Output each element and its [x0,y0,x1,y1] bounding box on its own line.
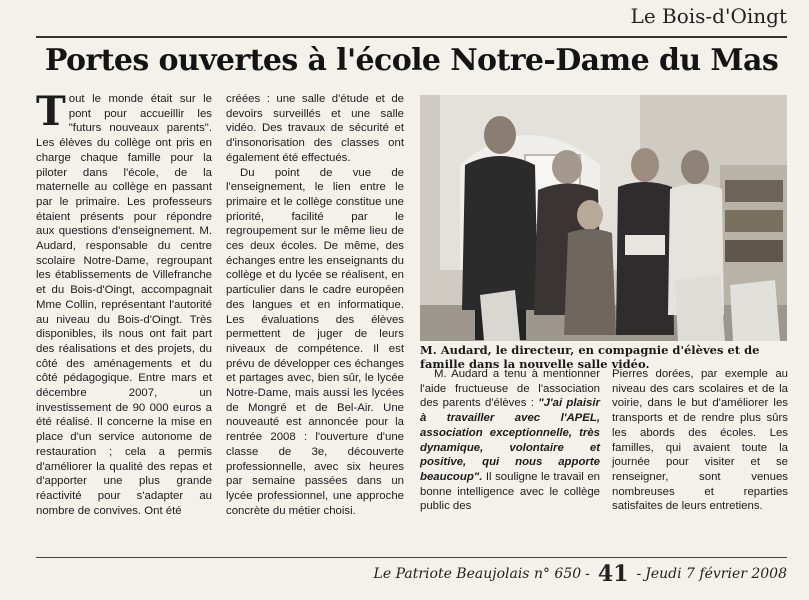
section-locality: Le Bois-d'Oingt [630,4,787,28]
drop-cap: T [36,88,66,135]
article-column-4 [612,367,788,514]
paragraph [36,88,212,518]
quote: "J'ai plaisir à travailler avec l'APEL, association exceptionnelle, très dynamique, volontaire et positive, qui nous apporte beaucoup". [420,397,600,483]
paragraph [420,367,600,514]
photo-caption: M. Audard, le directeur, en compagnie d'élèves et de famille dans la nouvelle salle vidéo. [420,343,760,371]
article-photo [420,95,787,341]
footer-separator: - [585,566,590,582]
photo-illustration [420,95,787,341]
paragraph: créées : une salle d'étude et de devoirs surveillés et une salle vidéo. Des travaux de sécurité et d'insonorisation des classes ont également été effectués. [226,93,404,164]
page-number: 41 [597,561,629,587]
headline: Portes ouvertes à l'école Notre-Dame du Mas [44,43,779,78]
bottom-rule [36,557,787,558]
publication-name: Le Patriote Beaujolais n° 650 [373,566,582,582]
article-column-3 [420,367,600,514]
publication-date: Jeudi 7 février 2008 [645,566,787,582]
footer-separator: - [636,566,642,582]
paragraph-text: out le monde était sur le pont pour accueillir les "futurs nouveaux parents". Les élèves du collège ont pris en charge chaque famille pour la piloter dans l'école, de la maternelle au collège en passant par le primaire. Les professeurs étaient présents pour répondre aux questions d'enseignement. M. Audard, responsable du centre scolaire Notre-Dame, regroupant les établissements de Villefranche et du Bois-d'Oingt, accompagnait Mme Collin, représentant l'autorité au niveau du Bois-d'Oingt. Très disponibles, ils nous ont fait part des réalisations et des projets, du côté des aménagements et du côté pédagogique. Entre mars et décembre 2007, un investissement de 90 000 euros a été réalisé. Il concerne la mise en place d'un service autonome de restauration ; cela a permis d'améliorer la qualité des repas et d'apporter une plus grande réactivité pour s'adapter au nombre de convives. Ont été [36,93,212,517]
article-column-2 [226,92,404,518]
paragraph: Du point de vue de l'enseignement, le lien entre le primaire et le collège constitue une priorité, facilité par le regroupement sur le même lieu de ces deux écoles. De même, des échanges entre les enseignants du collège et du lycée se réalisent, en particulier dans le cadre européen des langues et en informatique. Les évaluations des élèves permettent de juger de leurs niveaux de compétence. Il est prévu de développer ces échanges et partages avec, bien sûr, le lycée Notre-Dame, mais aussi les lycées de Mongré et de Bel-Air. Une nouveauté est annoncée pour la rentrée 2008 : l'ouverture d'une classe de 3e, découverte professionnelle, avec six heures par semaine passées dans un lycée professionnel, une approche concrète du métier choisi. [226,166,404,517]
paragraph: Pierres dorées, par exemple au niveau des cars scolaires et de la voirie, dans le but d'améliorer les transports et de rendre plus sûrs les abords des écoles. Les familles, qui avaient toute la journée pour visiter et se renseigner, sont venues nombreuses et reparties satisfaites de leurs entretiens. [612,368,788,513]
article-column-1 [36,88,212,518]
paragraph-text: M. Audard a tenu à mentionner l'aide fructueuse de l'association des parents d'élèves : [420,368,600,410]
page-footer [374,561,787,587]
top-rule [36,36,787,38]
paragraph-text: Il souligne le travail en bonne intelligence avec le collège public des [420,470,600,513]
